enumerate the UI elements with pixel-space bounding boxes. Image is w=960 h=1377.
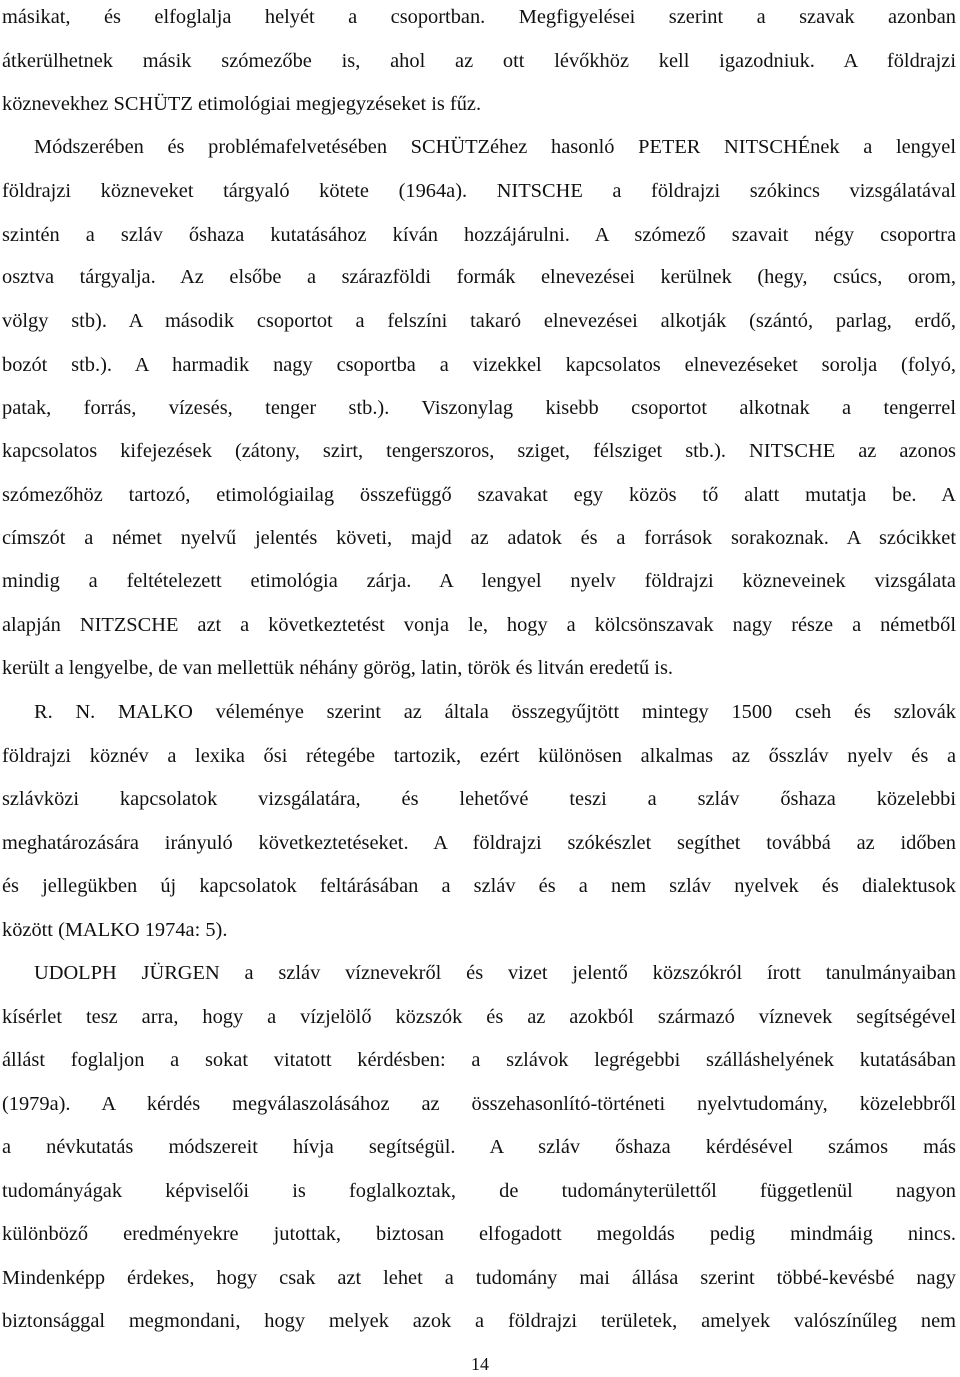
small-caps-name: ITZSCHE (94, 614, 179, 636)
text-line: szintén a szláv őshaza kutatásához kíván hozzájárulni. A szómező szavait négy csoportra (2, 224, 956, 246)
text-line: tudományágak képviselői is foglalkoztak, de tudományterülettől függetlenül nagyon (2, 1180, 956, 1202)
text-line (34, 697, 956, 727)
text-line (2, 89, 956, 119)
text-line (2, 436, 956, 466)
text-line: biztonsággal megmondani, hogy melyek azok a földrajzi területek, amelyek valószínűleg nem (2, 1310, 956, 1332)
small-caps-name: ITSCHÉ (738, 136, 811, 158)
text-line: földrajzi köznév a lexika ősi rétegébe tartozik, ezért különösen alkalmas az ősszláv nyelv és a (2, 745, 956, 767)
text-run: 1974a: 5). (139, 919, 228, 941)
small-caps-name: CHÜTZ (124, 93, 193, 115)
small-caps-name: ETER (649, 136, 701, 158)
text-run: nek a lengyel (810, 136, 956, 158)
text-run: az azonos (835, 440, 956, 462)
small-caps-name: ALKO (83, 919, 140, 941)
small-caps-name: ITSCHE (511, 180, 583, 202)
small-caps-name: CHÜTZ (422, 136, 490, 158)
text-line: címszót a német nyelvű jelentés követi, majd az adatok és a források sorakoznak. A szócikket (2, 527, 956, 549)
text-line (34, 132, 956, 162)
text-line: osztva tárgyalja. Az elsőbe a szárazföldi formák elnevezései kerülnek (hegy, csúcs, orom, (2, 266, 956, 288)
text-line: bozót stb.). A harmadik nagy csoportba a vizekkel kapcsolatos elnevezéseket sorolja (folyó, (2, 354, 956, 376)
text-line: völgy stb). A második csoportot a felszíni takaró elnevezései alkotják (szántó, parlag, erdő, (2, 310, 956, 332)
text-line: meghatározására irányuló következtetéseket. A földrajzi szókészlet segíthet továbbá az időben (2, 832, 956, 854)
text-line: állást foglaljon a sokat vitatott kérdésben: a szlávok legrégebbi szálláshelyének kutatásában (2, 1049, 956, 1071)
page-number: 14 (471, 1354, 489, 1374)
text-line (2, 915, 956, 945)
text-run: N (700, 136, 739, 158)
text-line: Mindenképp érdekes, hogy csak azt lehet a tudomány mai állása szerint többé-kevésbé nagy (2, 1267, 956, 1289)
text-run: kapcsolatos kifejezések (zátony, szirt, tengerszoros, sziget, félsziget stb.). N (2, 440, 764, 462)
text-run: a földrajzi szókincs vizsgálatával (582, 180, 956, 202)
text-run: J (116, 962, 150, 984)
text-line (2, 610, 956, 640)
text-line: került a lengyelbe, de van mellettük néhány görög, latin, török és litván eredetű is. (2, 657, 673, 679)
text-run: Módszerében és problémafelvetésében S (34, 136, 423, 158)
text-line: mindig a feltételezett etimológia zárja. A lengyel nyelv földrajzi közneveinek vizsgálata (2, 570, 956, 592)
text-run: éhez hasonló P (490, 136, 650, 158)
small-caps-name: ÜRGEN (149, 962, 220, 984)
text-line (2, 176, 956, 206)
text-run: földrajzi közneveket tárgyaló kötete (1964a). N (2, 180, 512, 202)
text-run: azt a következtetést vonja le, hogy a kölcsönszavak nagy része a németből (178, 614, 956, 636)
text-line: patak, forrás, vízesés, tenger stb.). Viszonylag kisebb csoportot alkotnak a tengerrel (2, 397, 956, 419)
text-run: etimológiai megjegyzéseket is fűz. (192, 93, 482, 115)
text-run: U (34, 962, 49, 984)
text-line: szómezőhöz tartozó, etimológiailag összefüggő szavakat egy közös tő alatt mutatja be. A (2, 484, 956, 506)
small-caps-name: ITSCHE (763, 440, 836, 462)
text-line: szlávközi kapcsolatok vizsgálatára, és lehetővé teszi a szláv őshaza közelebbi (2, 788, 956, 810)
small-caps-name: ALKO (136, 701, 193, 723)
text-line: különböző eredményekre jutottak, biztosan elfogadott megoldás pedig mindmáig nincs. (2, 1223, 956, 1245)
text-line: másikat, és elfoglalja helyét a csoportban. Megfigyelései szerint a szavak azonban (2, 6, 956, 28)
small-caps-name: DOLPH (48, 962, 117, 984)
text-line: a névkutatás módszereit hívja segítségül. A szláv őshaza kérdésével számos más (2, 1136, 956, 1158)
text-run: alapján N (2, 614, 95, 636)
text-line (34, 958, 956, 988)
text-run: a szláv víznevekről és vizet jelentő közszókról írott tanulmányaiban (219, 962, 956, 984)
text-run: véleménye szerint az általa összegyűjtött mintegy 1500 cseh és szlovák (192, 701, 956, 723)
text-line: átkerülhetnek másik szómezőbe is, ahol az ott lévőkhöz kell igazodniuk. A földrajzi (2, 50, 956, 72)
text-line: kísérlet tesz arra, hogy a vízjelölő közszók és az azokból származó víznevek segítségével (2, 1006, 956, 1028)
text-run: köznevekhez S (2, 93, 125, 115)
text-run: között (M (2, 919, 83, 941)
text-line: és jellegükben új kapcsolatok feltárásában a szláv és a nem szláv nyelvek és dialektusok (2, 875, 956, 897)
text-run: R. N. M (34, 701, 137, 723)
text-line: (1979a). A kérdés megválaszolásához az összehasonlító-történeti nyelvtudomány, közelebbről (2, 1093, 956, 1115)
